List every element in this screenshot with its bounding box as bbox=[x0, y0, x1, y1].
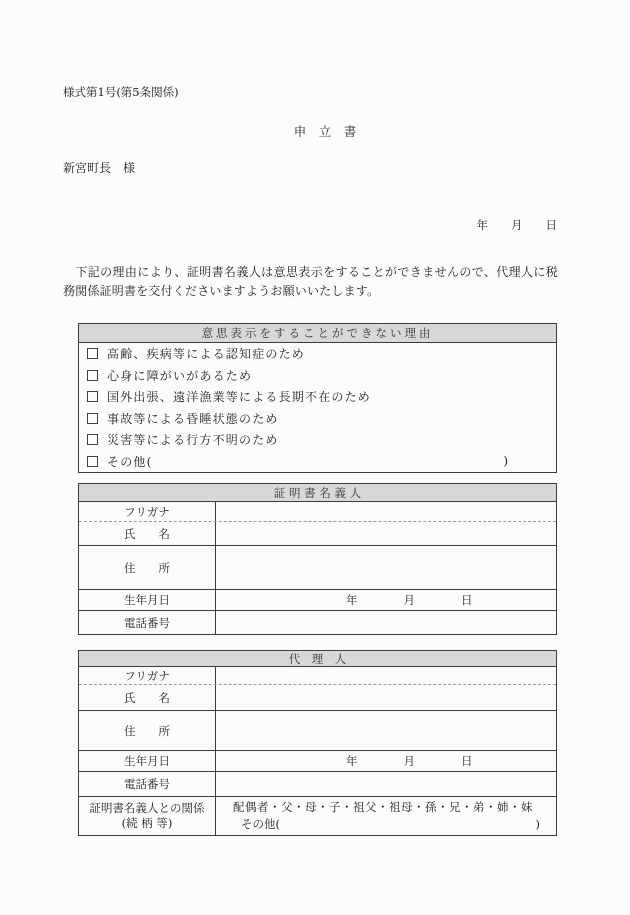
agent-table-header: 代 理 人 bbox=[79, 651, 556, 667]
reason-label: 高齢、疾病等による認知症のため bbox=[107, 347, 306, 362]
checkbox-missing[interactable] bbox=[87, 434, 98, 445]
relation-other-label: その他( bbox=[241, 817, 280, 831]
agent-name-label: 氏 名 bbox=[79, 685, 216, 710]
agent-furigana-input[interactable] bbox=[216, 667, 556, 684]
agent-birthdate-input[interactable]: 年 月 日 bbox=[346, 754, 473, 768]
holder-address-row bbox=[79, 545, 556, 589]
holder-birthdate-input[interactable]: 年 月 日 bbox=[346, 593, 473, 607]
agent-relation-label bbox=[79, 797, 216, 835]
other-close-paren: ) bbox=[503, 454, 508, 469]
reason-row-coma bbox=[79, 408, 556, 430]
agent-furigana-row bbox=[79, 667, 556, 684]
reason-label: 災害等による行方不明のため bbox=[107, 433, 279, 448]
reason-label: 心身に障がいがあるため bbox=[107, 368, 253, 383]
agent-address-label: 住 所 bbox=[79, 711, 216, 750]
agent-address-row bbox=[79, 710, 556, 750]
agent-phone-label: 電話番号 bbox=[79, 772, 216, 796]
agent-relation-label-line2: (続 柄 等) bbox=[121, 816, 173, 830]
holder-birthdate-row bbox=[79, 589, 556, 610]
agent-furigana-label: フリガナ bbox=[79, 667, 216, 684]
holder-phone-input[interactable] bbox=[216, 611, 556, 634]
holder-furigana-row bbox=[79, 502, 556, 521]
holder-name-label: 氏 名 bbox=[79, 522, 216, 545]
reason-row-missing bbox=[79, 429, 556, 451]
reason-label: 事故等による昏睡状態のため bbox=[107, 411, 279, 426]
agent-relation-input[interactable] bbox=[216, 797, 556, 835]
checkbox-other[interactable] bbox=[87, 456, 98, 467]
holder-furigana-label: フリガナ bbox=[79, 502, 216, 521]
agent-relation-label-line1: 証明書名義人との関係 bbox=[89, 801, 205, 815]
agent-table bbox=[78, 650, 557, 836]
agent-phone-row bbox=[79, 771, 556, 796]
reason-table-header: 意思表示をすることができない理由 bbox=[79, 324, 556, 343]
body-paragraph: 下記の理由により、証明書名義人は意思表示をすることができませんので、代理人に税務関係証明書を交付くださいますようお願いいたします。 bbox=[63, 265, 558, 298]
checkbox-dementia[interactable] bbox=[87, 348, 98, 359]
relation-options: 配偶者・父・母・子・祖父・祖母・孫・兄・弟・姉・妹 bbox=[233, 800, 533, 814]
checkbox-long-absence[interactable] bbox=[87, 391, 98, 402]
holder-name-input[interactable] bbox=[216, 522, 556, 545]
holder-table-header: 証 明 書 名 義 人 bbox=[79, 484, 556, 502]
holder-phone-row bbox=[79, 610, 556, 634]
checkbox-coma[interactable] bbox=[87, 413, 98, 424]
reason-label-other: その他( bbox=[107, 454, 153, 469]
certificate-holder-table bbox=[78, 483, 557, 635]
checkbox-disability[interactable] bbox=[87, 370, 98, 381]
reason-row-disability bbox=[79, 365, 556, 387]
reason-row-dementia bbox=[79, 343, 556, 365]
addressee-line: 新宮町長 様 bbox=[63, 161, 136, 175]
holder-furigana-input[interactable] bbox=[216, 502, 556, 521]
agent-birthdate-label: 生年月日 bbox=[79, 751, 216, 771]
agent-name-row bbox=[79, 684, 556, 710]
relation-other-close-paren: ) bbox=[535, 817, 540, 831]
agent-address-input[interactable] bbox=[216, 711, 556, 750]
reason-row-other bbox=[79, 451, 556, 473]
page-title: 申 立 書 bbox=[293, 124, 357, 139]
holder-address-input[interactable] bbox=[216, 546, 556, 589]
holder-name-row bbox=[79, 521, 556, 545]
agent-name-input[interactable] bbox=[216, 685, 556, 710]
agent-relation-row bbox=[79, 796, 556, 835]
relation-other-line bbox=[216, 816, 556, 833]
holder-phone-label: 電話番号 bbox=[79, 611, 216, 634]
reason-table bbox=[78, 323, 557, 473]
reason-row-long-absence bbox=[79, 386, 556, 408]
holder-address-label: 住 所 bbox=[79, 546, 216, 589]
holder-birthdate-label: 生年月日 bbox=[79, 590, 216, 610]
agent-birthdate-row bbox=[79, 750, 556, 771]
date-blank-line[interactable]: 年 月 日 bbox=[476, 218, 557, 232]
form-code: 様式第1号(第5条関係) bbox=[63, 85, 179, 99]
agent-phone-input[interactable] bbox=[216, 772, 556, 796]
reason-label: 国外出張、遠洋漁業等による長期不在のため bbox=[107, 390, 372, 405]
